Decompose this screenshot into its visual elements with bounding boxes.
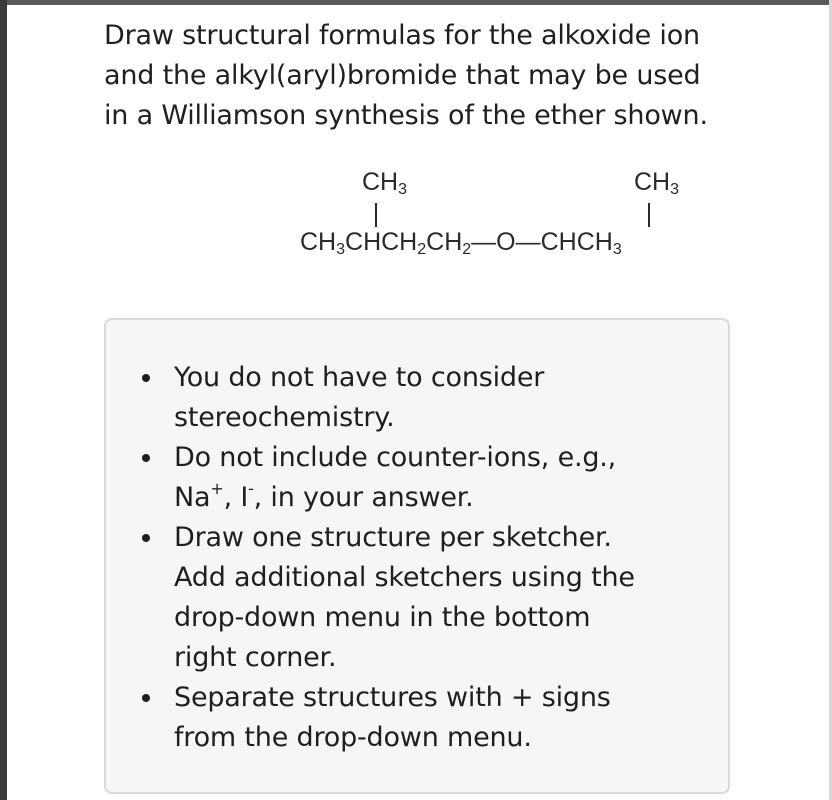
instruction-line: right corner. <box>174 642 337 673</box>
bullet-icon <box>142 374 150 382</box>
instruction-line: from the drop-down menu. <box>174 722 532 753</box>
instruction-line: Do not include counter-ions, e.g., <box>174 442 617 473</box>
chain-left-text: $CH_3CHCH_2CH_2$ <box>300 228 472 258</box>
instruction-line: Separate structures with + signs <box>174 682 611 713</box>
instruction-line: Na+, I-, in your answer. <box>174 479 474 513</box>
bullet-icon <box>142 534 150 542</box>
bullet-icon <box>142 454 150 462</box>
instructions-list <box>174 358 714 758</box>
instruction-line: drop-down menu in the bottom <box>174 602 591 633</box>
ether-structure <box>300 168 760 278</box>
instruction-item <box>174 678 714 758</box>
instruction-line: Add additional sketchers using the <box>174 562 635 593</box>
window-left-edge <box>0 0 7 800</box>
bond-dash-1: — <box>471 228 497 256</box>
question-line-3: in a Williamson synthesis of the ether shown. <box>104 100 708 131</box>
window-top-bar <box>0 0 832 5</box>
instruction-line: You do not have to consider <box>174 362 545 393</box>
methyl-top-left-text: $CH_3$ <box>362 168 408 198</box>
main-chain <box>300 228 622 259</box>
bullet-icon <box>142 694 150 702</box>
methyl-top-right-text: $CH_3$ <box>634 168 680 198</box>
instruction-item <box>174 518 714 678</box>
instruction-line: Draw one structure per sketcher. <box>174 522 612 553</box>
bond-vertical-right <box>648 203 650 227</box>
instruction-item <box>174 438 714 518</box>
instruction-line: stereochemistry. <box>174 402 395 433</box>
question-line-2: and the alkyl(aryl)bromide that may be used <box>104 60 701 91</box>
question-text <box>104 16 784 136</box>
instructions-panel <box>104 318 730 794</box>
question-line-1: Draw structural formulas for the alkoxide ion <box>104 20 700 51</box>
methyl-top-left <box>362 168 407 199</box>
oxygen-atom: O <box>496 228 516 256</box>
bond-dash-2: — <box>515 228 541 256</box>
bond-vertical-left <box>375 203 377 227</box>
chain-right-text: $CHCH_3$ <box>540 228 622 258</box>
instruction-item <box>174 358 714 438</box>
methyl-top-right <box>634 168 679 199</box>
